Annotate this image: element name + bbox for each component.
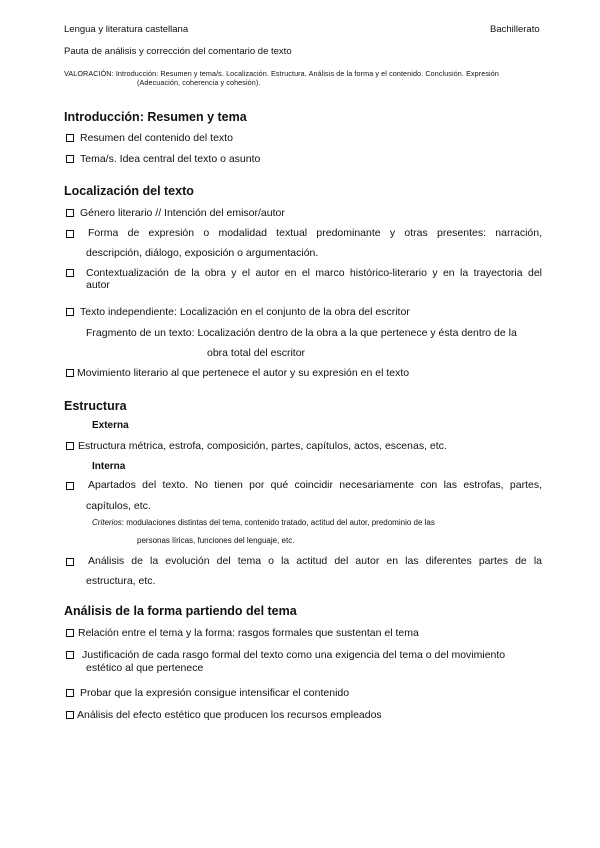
checklist-item-text: estructura, etc.: [86, 575, 156, 587]
document-title: Pauta de análisis y corrección del comentario de texto: [64, 46, 292, 57]
criterios-label: Criterios: [92, 518, 122, 527]
checkbox-icon[interactable]: [66, 558, 74, 566]
checklist-item-text: Justificación de cada rasgo formal del texto como una exigencia del tema o del movimiento: [82, 649, 506, 661]
checklist-item-text: autor: [86, 279, 110, 291]
checklist-item: Género literario // Intención del emisor/autor: [66, 204, 285, 222]
interna-label: Interna: [92, 461, 126, 472]
checkbox-icon[interactable]: [66, 711, 74, 719]
valoracion-line1: Introducción: Resumen y tema/s. Localización. Estructura. Análisis de la forma y el contenido. Conclusión. Expresión: [115, 69, 499, 78]
checklist-item: Resumen del contenido del texto: [66, 129, 233, 147]
checklist-item-text: Análisis de la evolución del tema o la actitud del autor en las diferentes partes de la: [88, 555, 542, 567]
checklist-item: Relación entre el tema y la forma: rasgos formales que sustentan el tema: [66, 624, 419, 642]
checkbox-icon[interactable]: [66, 230, 74, 238]
checkbox-icon[interactable]: [66, 308, 74, 316]
checklist-item: Tema/s. Idea central del texto o asunto: [66, 150, 260, 168]
checkbox-icon[interactable]: [66, 651, 74, 659]
checkbox-icon[interactable]: [66, 689, 74, 697]
checklist-item-text: Contextualización de la obra y el autor en el marco histórico-literario y en la trayectoria del: [86, 267, 542, 279]
fragment-text-line1: Fragmento de un texto: Localización dentro de la obra a la que pertenece y ésta dentro de la: [86, 327, 517, 339]
fragment-text-line2: obra total del escritor: [207, 347, 306, 359]
section-title-forma: Análisis de la forma partiendo del tema: [64, 604, 297, 618]
section-title-estructura: Estructura: [64, 399, 127, 413]
checklist-item-text: Forma de expresión o modalidad textual predominante y otras presentes: narración,: [88, 227, 542, 239]
checkbox-icon[interactable]: [66, 482, 74, 490]
checkbox-icon[interactable]: [66, 134, 74, 142]
criterios-line1: Criterios: modulaciones distintas del tema, contenido tratado, actitud del autor, predominio de las: [92, 518, 435, 527]
valoracion-label: VALORACIÓN:: [64, 69, 114, 78]
checklist-item: Análisis del efecto estético que producen los recursos empleados: [66, 706, 382, 724]
checklist-item-text: descripción, diálogo, exposición o argumentación.: [86, 247, 319, 259]
checklist-item-text: capítulos, etc.: [86, 500, 151, 512]
checklist-item: Movimiento literario al que pertenece el autor y su expresión en el texto: [66, 364, 409, 382]
checklist-item: Estructura métrica, estrofa, composición, partes, capítulos, actos, escenas, etc.: [66, 437, 447, 455]
level-label: Bachillerato: [490, 24, 540, 35]
section-title-intro: Introducción: Resumen y tema: [64, 110, 247, 124]
checkbox-icon[interactable]: [66, 155, 74, 163]
checklist-item-text: Apartados del texto. No tienen por qué coincidir necesariamente con las estrofas, partes,: [88, 479, 542, 491]
externa-label: Externa: [92, 420, 129, 431]
checklist-item: Probar que la expresión consigue intensificar el contenido: [66, 684, 349, 702]
checkbox-icon[interactable]: [66, 209, 74, 217]
checklist-item-text: estético al que pertenece: [86, 662, 204, 674]
section-title-localizacion: Localización del texto: [64, 184, 194, 198]
subject-label: Lengua y literatura castellana: [64, 24, 189, 35]
checkbox-icon[interactable]: [66, 369, 74, 377]
criterios-line2: personas líricas, funciones del lenguaje, etc.: [137, 536, 295, 545]
checklist-item: Texto independiente: Localización en el conjunto de la obra del escritor: [66, 303, 410, 321]
checkbox-icon[interactable]: [66, 269, 74, 277]
checkbox-icon[interactable]: [66, 442, 74, 450]
valoracion-line2: (Adecuación, coherencia y cohesión).: [137, 78, 261, 87]
checkbox-icon[interactable]: [66, 629, 74, 637]
